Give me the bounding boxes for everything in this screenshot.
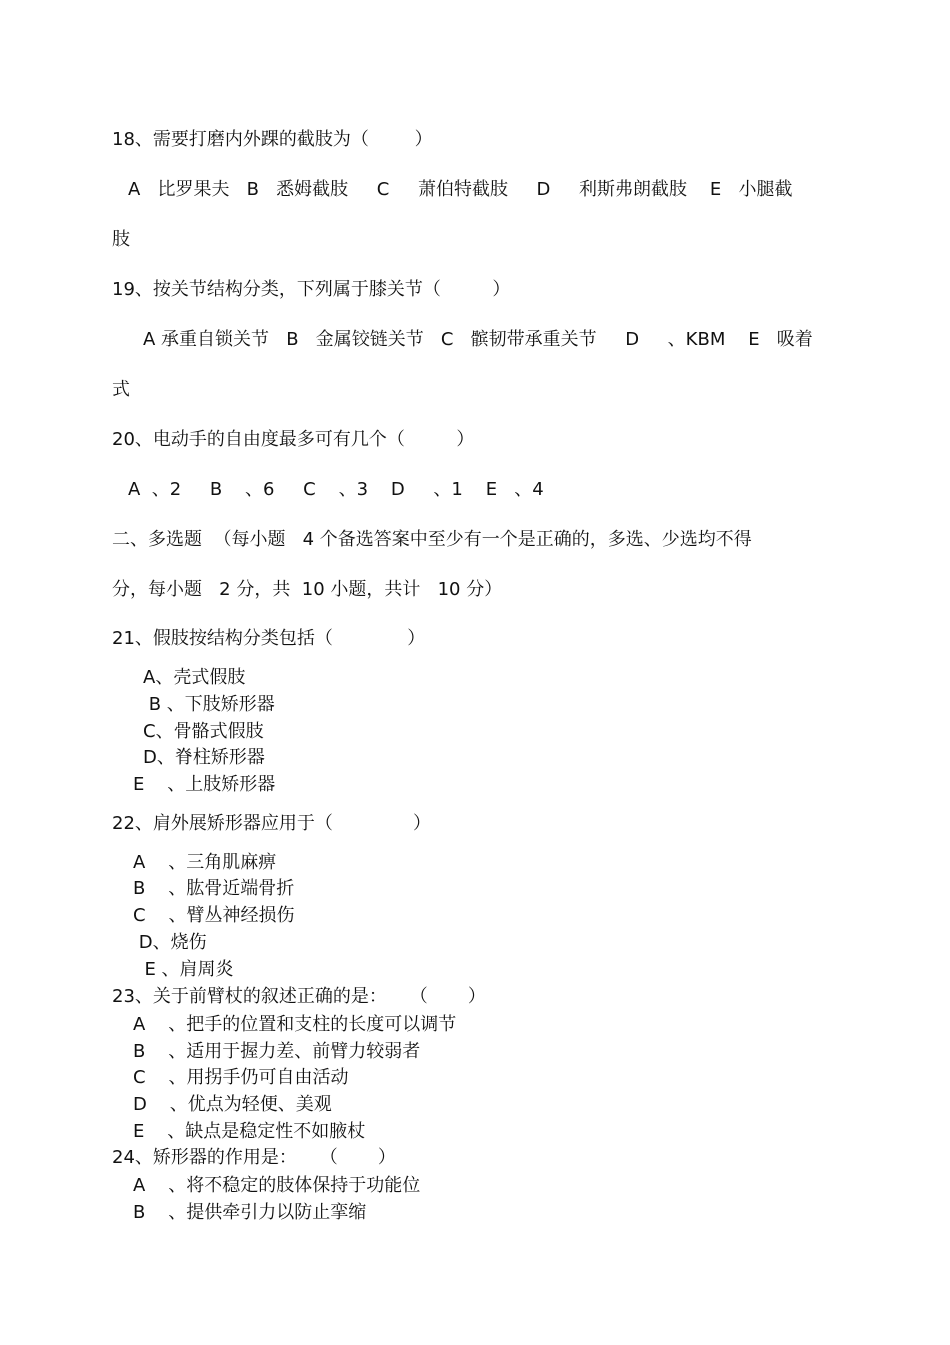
q23-option-a: A 、把手的位置和支柱的长度可以调节 xyxy=(133,1014,457,1035)
q24-option-a: A 、将不稳定的肢体保持于功能位 xyxy=(133,1175,421,1196)
section2-heading: 二、多选题 （每小题 4 个备选答案中至少有一个是正确的，多选、少选均不得 xyxy=(112,529,752,550)
q21-option-c: C、骨骼式假肢 xyxy=(143,721,264,742)
q21-option-d: D、脊柱矫形器 xyxy=(143,747,265,768)
q21-option-b: B 、下肢矫形器 xyxy=(143,694,275,715)
q18-stem: 18、需要打磨内外踝的截肢为（ ） xyxy=(112,129,433,150)
q24-stem: 24、矫形器的作用是： （ ） xyxy=(112,1147,396,1168)
q19-stem: 19、按关节结构分类，下列属于膝关节（ ） xyxy=(112,279,511,300)
q22-option-d: D、烧伤 xyxy=(133,932,207,953)
q22-stem: 22、肩外展矫形器应用于（ ） xyxy=(112,813,432,834)
q23-option-b: B 、适用于握力差、前臂力较弱者 xyxy=(133,1041,421,1062)
q23-option-e: E 、缺点是稳定性不如腋杖 xyxy=(133,1121,366,1142)
q20-stem: 20、电动手的自由度最多可有几个（ ） xyxy=(112,429,475,450)
q21-stem: 21、假肢按结构分类包括（ ） xyxy=(112,628,426,649)
q22-option-e: E 、肩周炎 xyxy=(133,959,234,980)
section2-heading-cont: 分，每小题 2 分，共 10 小题，共计 10 分） xyxy=(112,579,503,600)
q19-options: A 承重自锁关节 B 金属铰链关节 C 髌韧带承重关节 D 、KBM E 吸着 xyxy=(143,329,813,350)
q24-option-b: B 、提供牵引力以防止挛缩 xyxy=(133,1202,367,1223)
q23-option-d: D 、优点为轻便、美观 xyxy=(133,1094,332,1115)
q22-option-b: B 、肱骨近端骨折 xyxy=(133,878,295,899)
q22-option-a: A 、三角肌麻痹 xyxy=(133,852,277,873)
q18-options-cont: 肢 xyxy=(112,229,130,250)
q21-option-e: E 、上肢矫形器 xyxy=(133,774,276,795)
q21-option-a: A、壳式假肢 xyxy=(143,667,246,688)
q23-stem: 23、关于前臂杖的叙述正确的是： （ ） xyxy=(112,986,486,1007)
q23-option-c: C 、用拐手仍可自由活动 xyxy=(133,1067,349,1088)
q22-option-c: C 、臂丛神经损伤 xyxy=(133,905,295,926)
q20-options: A 、2 B 、6 C 、3 D 、1 E 、4 xyxy=(128,479,544,500)
q18-options: A 比罗果夫 B 悉姆截肢 C 萧伯特截肢 D 利斯弗朗截肢 E 小腿截 xyxy=(128,179,793,200)
q19-options-cont: 式 xyxy=(112,379,130,400)
